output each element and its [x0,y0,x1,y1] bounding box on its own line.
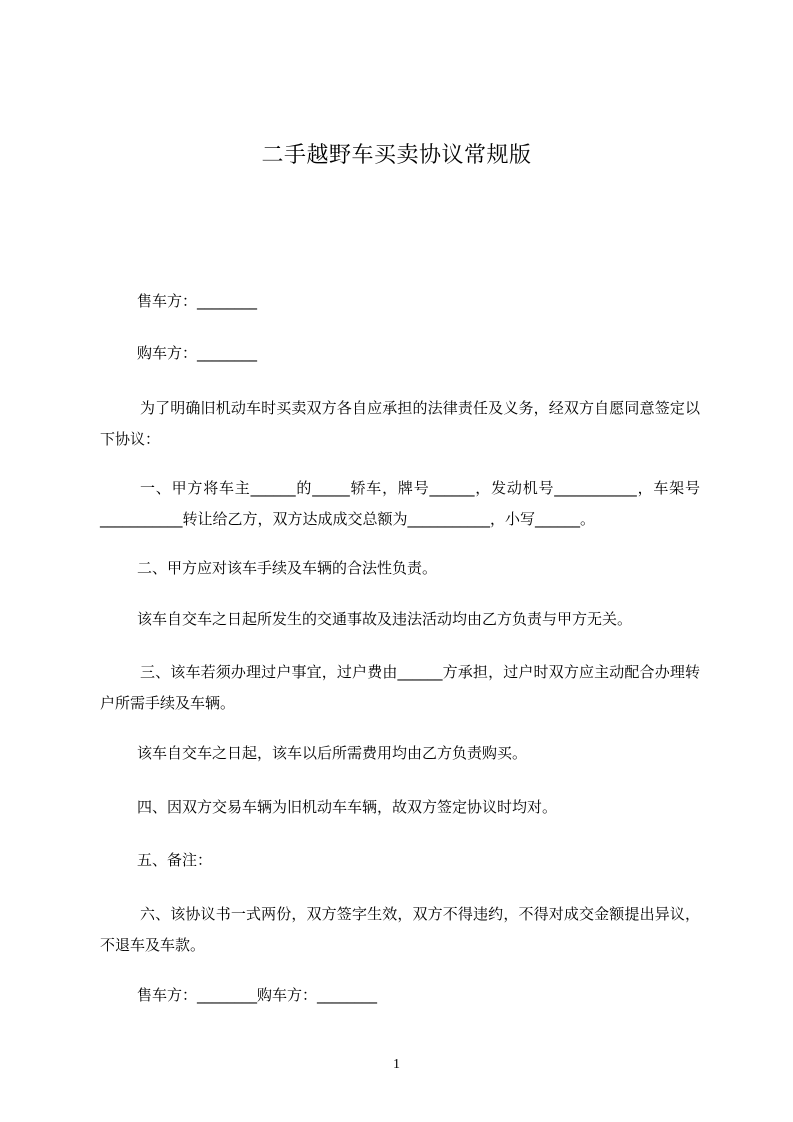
signature-line: 售车方：________购车方：________ [137,986,378,1004]
buyer-line: 购车方：________ [137,344,258,362]
clause-4: 四、因双方交易车辆为旧机动车车辆，故双方签定协议时均对。 [137,798,558,816]
intro-paragraph: 为了明确旧机动车时买卖双方各自应承担的法律责任及义务，经双方自愿同意签定以下协议： [100,399,700,448]
document-title: 二手越野车买卖协议常规版 [261,143,532,168]
clause-6: 六、该协议书一式两份，双方签字生效，双方不得违约，不得对成交金额提出异议，不退车及车款。 [100,905,700,954]
seller-line: 售车方：________ [137,292,258,310]
clause-3-note: 该车自交车之日起，该车以后所需费用均由乙方负责购买。 [137,744,528,762]
clause-2-note: 该车自交车之日起所发生的交通事故及违法活动均由乙方负责与甲方无关。 [137,610,633,628]
clause-2: 二、甲方应对该车手续及车辆的合法性负责。 [137,559,438,577]
clause-3: 三、该车若须办理过户事宜，过户费由______方承担，过户时双方应主动配合办理转户所需手续及车辆。 [100,663,700,712]
clause-1: 一、甲方将车主______的_____轿车，牌号______，发动机号___________，车架号___________转让给乙方，双方达成成交总额为___________，小写______。 [100,479,700,528]
clause-5: 五、备注： [137,851,213,869]
page-number: 1 [393,1057,400,1072]
